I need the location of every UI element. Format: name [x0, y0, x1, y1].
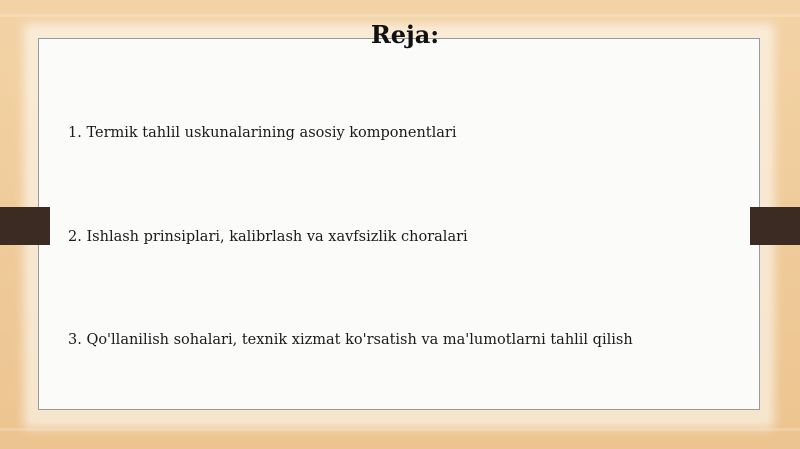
content-card: [38, 38, 760, 410]
right-tab-decoration: [750, 207, 800, 245]
left-tab-decoration: [0, 207, 50, 245]
list-item: 2. Ishlash prinsiplari, kalibrlash va xavfsizlik choralari: [68, 229, 468, 245]
wood-grain: [0, 14, 800, 17]
list-item: 3. Qo'llanilish sohalari, texnik xizmat ko'rsatish va ma'lumotlarni tahlil qilish: [68, 332, 633, 348]
wood-grain: [0, 428, 800, 431]
list-item: 1. Termik tahlil uskunalarining asosiy komponentlari: [68, 125, 457, 141]
slide-title: Reja:: [370, 20, 440, 49]
